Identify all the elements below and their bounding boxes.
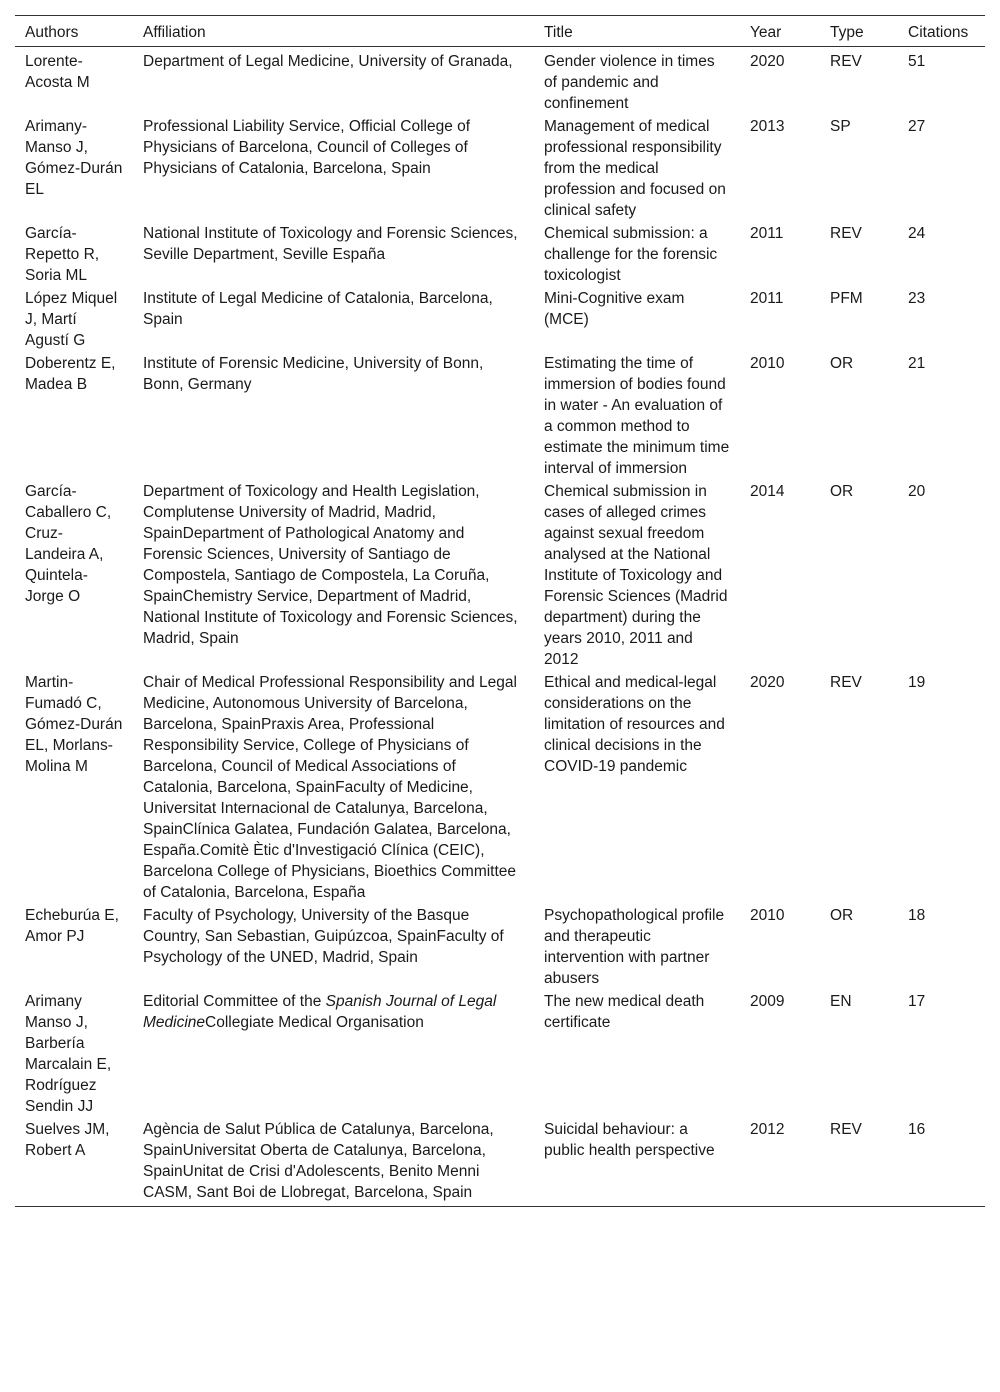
cell-type: REV [830, 225, 862, 242]
cell-title: The new medical death certificate [544, 993, 705, 1031]
cell-year: 2020 [750, 674, 785, 691]
cell-authors: Martin-Fumadó C, Gómez-Durán EL, Morlans-Molina M [25, 674, 123, 775]
cell-type: OR [830, 483, 854, 500]
cell-citations: 18 [908, 907, 926, 924]
cell-title: Estimating the time of immersion of bodies found in water - An evaluation of a common method to estimate the minimum time interval of immersion [544, 355, 730, 477]
affiliation-text: Institute of Forensic Medicine, University of Bonn, Bonn, Germany [143, 355, 484, 393]
cell-citations: 19 [908, 674, 926, 691]
cell-affiliation [133, 1118, 534, 1207]
cell-citations: 21 [908, 355, 926, 372]
cell-title: Ethical and medical-legal considerations on the limitation of resources and clinical decisions in the COVID-19 pandemic [544, 674, 725, 775]
cell-affiliation [133, 222, 534, 287]
cell-type: PFM [830, 290, 863, 307]
affiliation-text: National Institute of Toxicology and Forensic Sciences, Seville Department, Seville España [143, 225, 518, 263]
cell-type: EN [830, 993, 852, 1010]
cell-type: OR [830, 907, 854, 924]
cell-type: REV [830, 53, 862, 70]
cell-type: OR [830, 355, 854, 372]
cell-affiliation [133, 352, 534, 480]
cell-citations: 16 [898, 1118, 985, 1207]
affiliation-text: Editorial Committee of the [143, 993, 326, 1010]
header-authors: Authors [15, 16, 133, 47]
table-row [15, 352, 985, 480]
cell-year: 2020 [750, 53, 785, 70]
header-year: Year [740, 16, 820, 47]
cell-title: Gender violence in times of pandemic and confinement [544, 53, 715, 112]
cell-year: 2011 [750, 290, 784, 307]
cell-authors: Arimany Manso J, Barbería Marcalain E, Rodríguez Sendin JJ [25, 993, 112, 1115]
cell-affiliation [133, 47, 534, 116]
cell-year: 2009 [750, 993, 785, 1010]
header-affiliation: Affiliation [133, 16, 534, 47]
cell-year: 2010 [750, 355, 785, 372]
cell-affiliation [133, 480, 534, 671]
cell-affiliation [133, 904, 534, 990]
affiliation-text: Faculty of Psychology, University of the Basque Country, San Sebastian, Guipúzcoa, SpainFaculty of Psychology of the UNED, Madrid, Spain [143, 907, 504, 966]
cell-authors: García-Repetto R, Soria ML [25, 225, 100, 284]
table-row [15, 671, 985, 904]
header-title: Title [534, 16, 740, 47]
cell-affiliation [133, 115, 534, 222]
cell-year: 2010 [750, 907, 785, 924]
cell-authors: Arimany-Manso J, Gómez-Durán EL [25, 118, 123, 198]
affiliation-text: Chair of Medical Professional Responsibility and Legal Medicine, Autonomous University of Barcelona, Barcelona, SpainPraxis Area, Professional Responsibility Service, College of Physicians of Barcelona, Council of Medical Associations of Catalonia, Barcelona, SpainFaculty of Medicine, Universitat Internacional de Catalunya, Barcelona, SpainClínica Galatea, Fundación Galatea, Barcelona, España.Comitè Ètic d'Investigació Clínica (CEIC), Barcelona College of Physicians, Bioethics Committee of Catalonia, Barcelona, España [143, 674, 517, 901]
table-header [15, 16, 985, 47]
table-row [15, 222, 985, 287]
cell-citations: 27 [908, 118, 926, 135]
cell-year: 2011 [750, 225, 784, 242]
citations-table [15, 15, 985, 1207]
table-body [15, 47, 985, 1207]
cell-year: 2014 [750, 483, 785, 500]
cell-authors: García-Caballero C, Cruz-Landeira A, Quintela-Jorge O [25, 483, 112, 605]
cell-type: REV [830, 674, 862, 691]
cell-title: Suicidal behaviour: a public health perspective [534, 1118, 740, 1207]
cell-title: Mini-Cognitive exam (MCE) [544, 290, 685, 328]
cell-authors: López Miquel J, Martí Agustí G [25, 290, 118, 349]
cell-title: Management of medical professional responsibility from the medical profession and focused on clinical safety [544, 118, 726, 219]
cell-authors: Lorente-Acosta M [25, 53, 90, 91]
table-row [15, 1118, 985, 1207]
table-row [15, 990, 985, 1118]
table-row [15, 115, 985, 222]
cell-citations: 17 [908, 993, 926, 1010]
affiliation-text: Professional Liability Service, Official College of Physicians of Barcelona, Council of Colleges of Physicians of Catalonia, Barcelona, Spain [143, 118, 471, 177]
cell-year: 2012 [740, 1118, 820, 1207]
cell-title: Psychopathological profile and therapeutic intervention with partner abusers [544, 907, 725, 987]
cell-affiliation [133, 671, 534, 904]
affiliation-text: Institute of Legal Medicine of Catalonia, Barcelona, Spain [143, 290, 493, 328]
affiliation-journal-name: Spanish Journal of Legal Medicine [143, 993, 497, 1031]
table-row [15, 480, 985, 671]
cell-citations: 23 [908, 290, 926, 307]
cell-year: 2013 [750, 118, 785, 135]
table-row [15, 47, 985, 116]
table-row [15, 287, 985, 352]
cell-affiliation [133, 990, 534, 1118]
cell-citations: 51 [908, 53, 926, 70]
citations-table-container [15, 15, 985, 1207]
affiliation-text: Department of Legal Medicine, University of Granada, [143, 53, 513, 70]
affiliation-text: Collegiate Medical Organisation [205, 1014, 424, 1031]
cell-citations: 20 [908, 483, 926, 500]
affiliation-text: Agència de Salut Pública de Catalunya, Barcelona, SpainUniversitat Oberta de Catalunya, Barcelona, SpainUnitat de Crisi d'Adolescents, Benito Menni CASM, Sant Boi de Llobregat, Barcelona, Spain [143, 1121, 494, 1201]
cell-title: Chemical submission in cases of alleged crimes against sexual freedom analysed at the National Institute of Toxicology and Forensic Sciences (Madrid department) during the years 2010, 2011 and 2012 [544, 483, 728, 668]
table-row [15, 904, 985, 990]
cell-citations: 24 [908, 225, 926, 242]
cell-authors: Suelves JM, Robert A [15, 1118, 133, 1207]
cell-authors: Doberentz E, Madea B [25, 355, 116, 393]
header-row [15, 16, 985, 47]
cell-authors: Echeburúa E, Amor PJ [25, 907, 119, 945]
cell-type: SP [830, 118, 851, 135]
cell-title: Chemical submission: a challenge for the forensic toxicologist [544, 225, 718, 284]
cell-type: REV [820, 1118, 898, 1207]
header-type: Type [820, 16, 898, 47]
header-citations: Citations [898, 16, 985, 47]
affiliation-text: Department of Toxicology and Health Legislation, Complutense University of Madrid, Madrid, SpainDepartment of Pathological Anatomy and Forensic Sciences, University of Santiago de Compostela, Santiago de Compostela, La Coruña, SpainChemistry Service, Department of Madrid, National Institute of Toxicology and Forensic Sciences, Madrid, Spain [143, 483, 518, 647]
cell-affiliation [133, 287, 534, 352]
